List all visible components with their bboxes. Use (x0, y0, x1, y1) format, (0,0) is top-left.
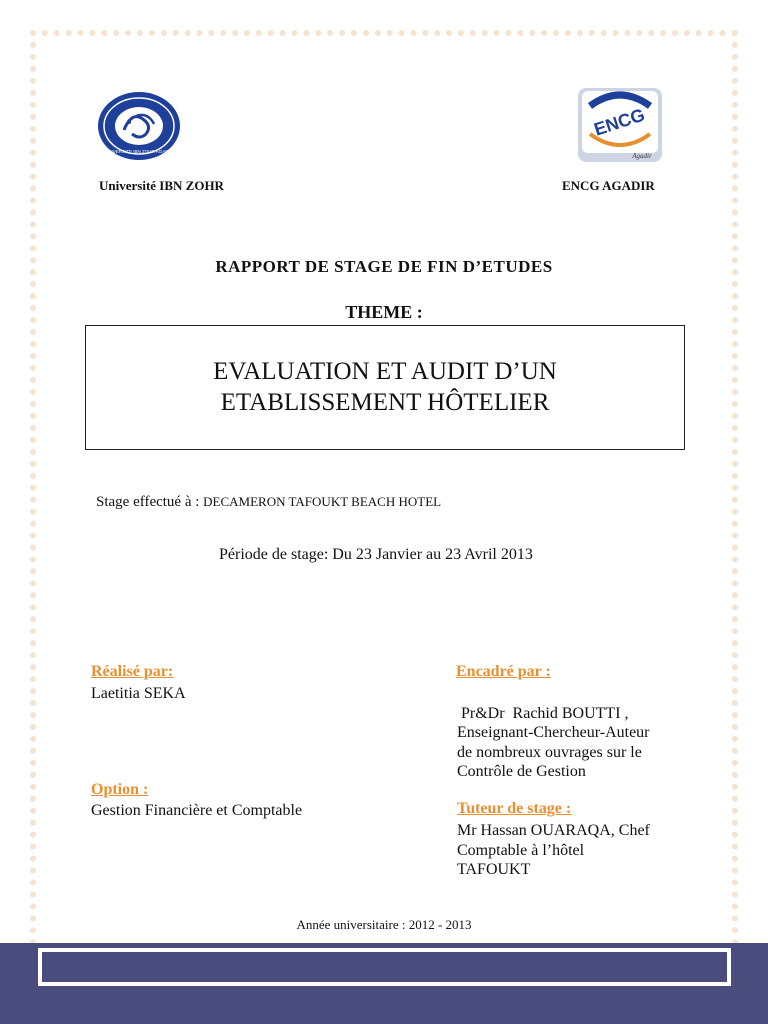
author-heading: Réalisé par: (91, 663, 174, 680)
university-name: Université IBN ZOHR (99, 178, 224, 193)
academic-year: Année universitaire : 2012 - 2013 (296, 917, 472, 932)
university-seal-logo (96, 90, 182, 162)
school-name: ENCG AGADIR (562, 178, 655, 193)
theme-label: THEME : (345, 302, 423, 322)
option-heading: Option : (91, 781, 149, 798)
supervisor-line-3: de nombreux ouvrages sur le (457, 743, 642, 761)
stage-location (96, 494, 441, 511)
encg-logo (576, 86, 664, 164)
stage-hotel-name: DECAMERON TAFOUKT BEACH HOTEL (203, 494, 442, 509)
tutor-heading: Tuteur de stage : (457, 800, 572, 817)
encg-logo-subtext: Agadir (632, 152, 652, 160)
tutor-details (457, 821, 650, 880)
supervisor-line-4: Contrôle de Gestion (457, 763, 586, 780)
theme-box (85, 325, 685, 450)
supervisor-line-2: Enseignant-Chercheur-Auteur (457, 724, 650, 741)
supervisor-details (457, 684, 650, 782)
supervisor-line-1: Pr&Dr Rachid BOUTTI , (457, 704, 629, 722)
footer-inner-frame (38, 948, 731, 986)
tutor-line-1: Mr Hassan OUARAQA, Chef (457, 822, 650, 839)
report-title: RAPPORT DE STAGE DE FIN D’ETUDES (215, 257, 553, 276)
encg-logo-text: ENCG (591, 104, 648, 140)
stage-location-label: Stage effectué à : (96, 494, 204, 510)
stage-period: Période de stage: Du 23 Janvier au 23 Avril 2013 (219, 546, 533, 563)
option-value: Gestion Financière et Comptable (91, 802, 303, 819)
theme-title-line-2: ETABLISSEMENT HÔTELIER (220, 389, 550, 416)
supervisor-heading: Encadré par : (456, 663, 551, 680)
theme-title-line-1: EVALUATION ET AUDIT D’UN (213, 358, 557, 385)
author-name: Laetitia SEKA (91, 685, 186, 702)
tutor-line-3: TAFOUKT (457, 861, 531, 878)
seal-caption: UNIVERSITE IBN ZOHR AGADIR (104, 149, 174, 154)
theme-title (86, 356, 684, 418)
tutor-line-2: Comptable à l’hôtel (457, 841, 585, 859)
